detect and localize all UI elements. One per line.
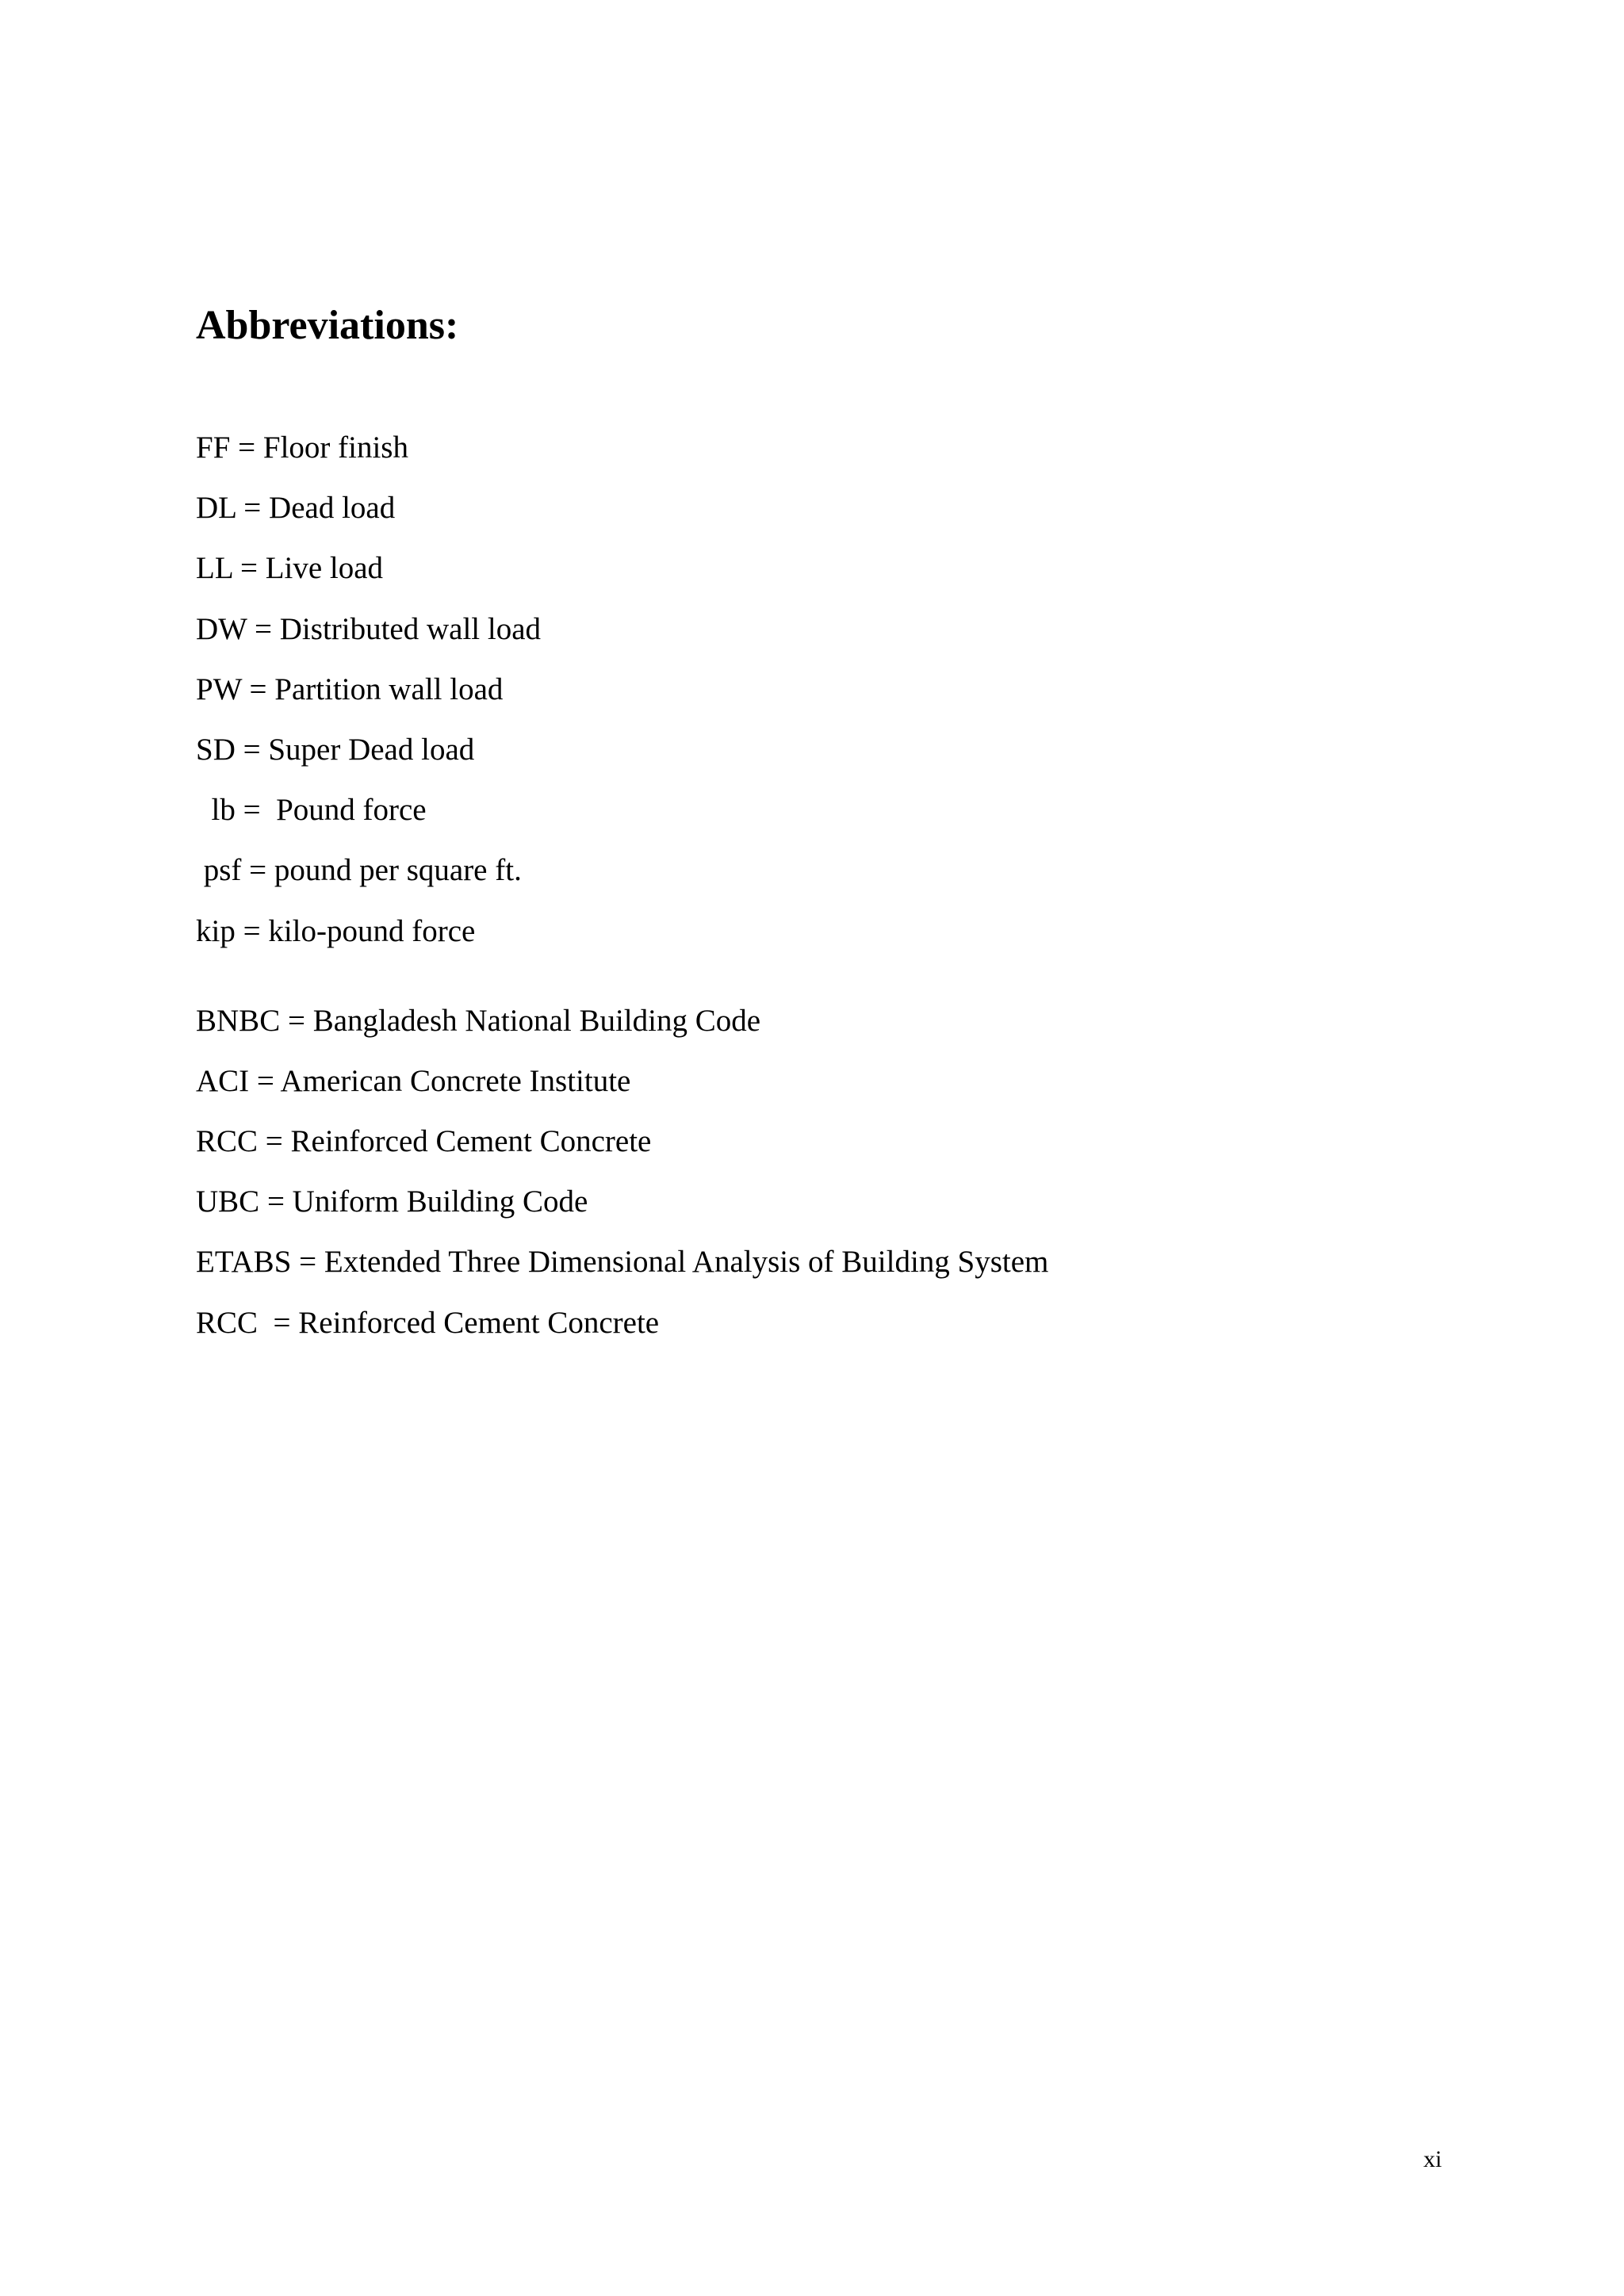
list-item: ACI = American Concrete Institute bbox=[196, 1063, 631, 1098]
list-item: UBC = Uniform Building Code bbox=[196, 1184, 588, 1219]
list-item: kip = kilo-pound force bbox=[196, 913, 476, 948]
list-item: LL = Live load bbox=[196, 551, 384, 586]
list-item: PW = Partition wall load bbox=[196, 672, 504, 706]
abbreviation-list bbox=[196, 423, 1544, 1358]
list-item: DL = Dead load bbox=[196, 491, 396, 526]
list-item: DW = Distributed wall load bbox=[196, 611, 542, 646]
list-item: lb = Pound force bbox=[196, 793, 427, 828]
list-item: BNBC = Bangladesh National Building Code bbox=[196, 1003, 761, 1038]
list-item: FF = Floor finish bbox=[196, 430, 408, 465]
list-item: RCC = Reinforced Cement Concrete bbox=[196, 1305, 660, 1340]
list-item: SD = Super Dead load bbox=[196, 732, 475, 767]
page-title: Abbreviations: bbox=[196, 303, 459, 348]
list-item: RCC = Reinforced Cement Concrete bbox=[196, 1124, 652, 1159]
page-number: xi bbox=[1423, 2146, 1442, 2172]
list-item: ETABS = Extended Three Dimensional Analysis of Building System bbox=[196, 1245, 1049, 1280]
list-item: psf = pound per square ft. bbox=[196, 853, 522, 888]
